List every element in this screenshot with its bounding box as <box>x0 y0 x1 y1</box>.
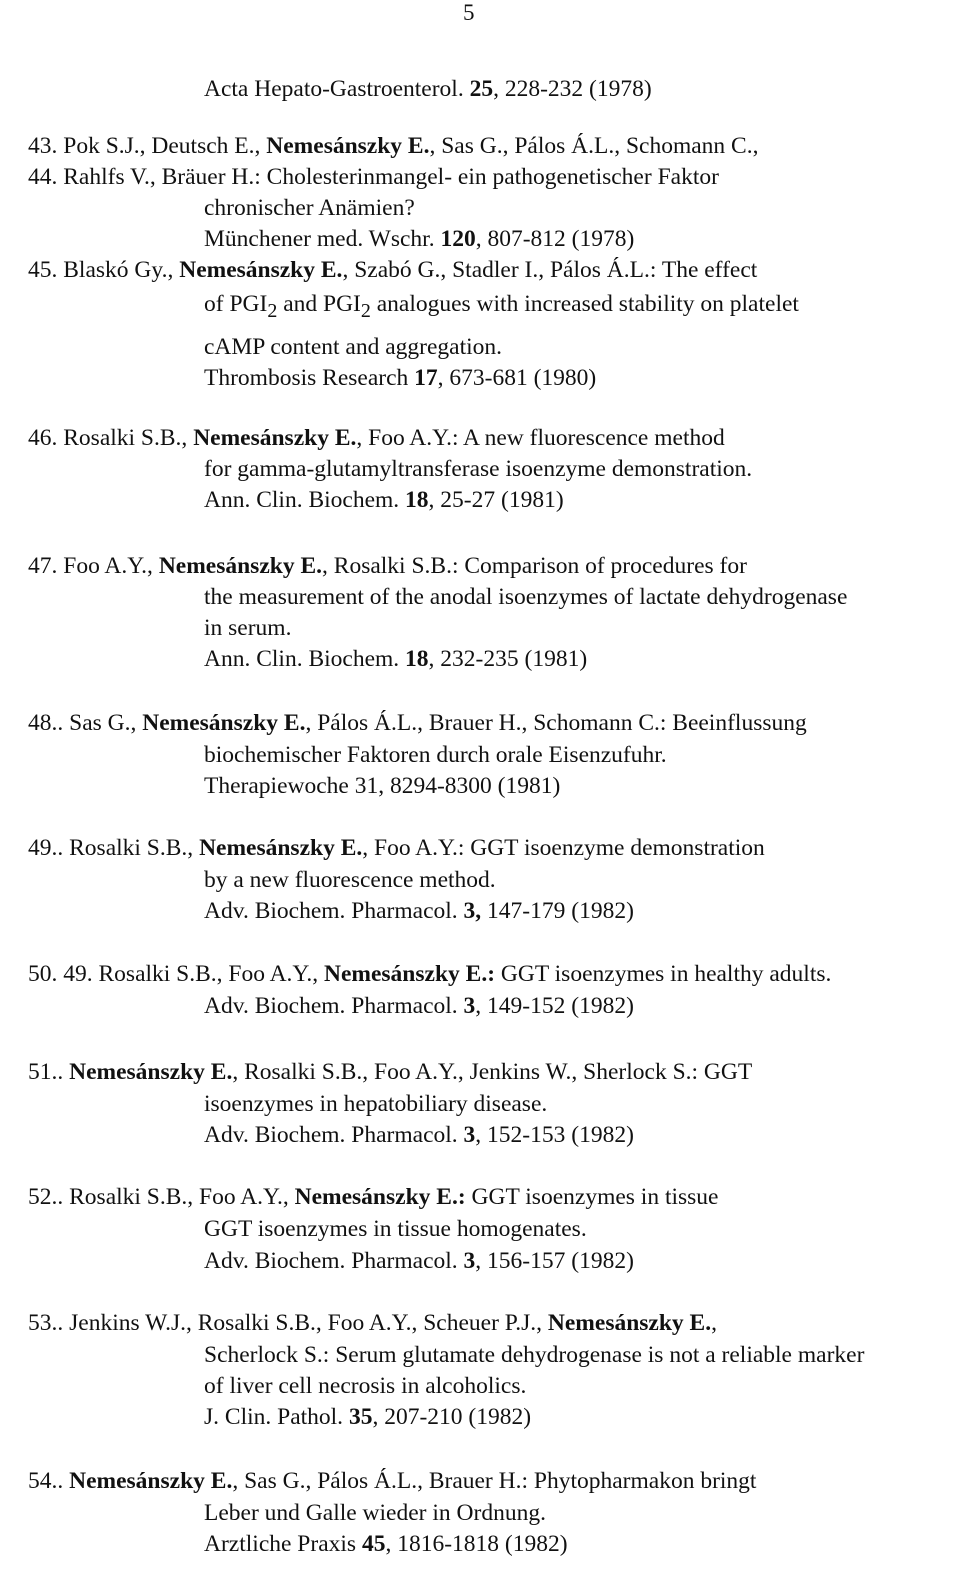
text-segment: , 207-210 (1982) <box>372 1404 532 1430</box>
text-segment: Münchener med. Wschr. <box>204 226 441 252</box>
bold-text: Nemesánszky E. <box>547 1310 712 1336</box>
text-segment: isoenzymes in hepatobiliary disease. <box>204 1091 548 1117</box>
bold-text: 18 <box>405 487 429 513</box>
page-number: 5 <box>463 0 475 25</box>
text-segment: Therapiewoche 31, 8294-8300 (1981) <box>204 773 561 799</box>
reference-line <box>28 1309 717 1337</box>
text-segment: J. Clin. Pathol. <box>204 1404 349 1430</box>
text-segment: , 228-232 (1978) <box>493 76 652 102</box>
text-segment: of PGI <box>204 291 268 317</box>
text-segment: , 807-812 (1978) <box>475 226 635 252</box>
reference-line <box>204 455 752 483</box>
text-segment: , Foo A.Y.: GGT isoenzyme demonstration <box>362 835 765 861</box>
bold-text: Nemesánszky E.: <box>324 961 496 987</box>
reference-line <box>28 163 719 191</box>
reference-line <box>204 866 496 894</box>
text-segment: 49.. Rosalki S.B., <box>28 835 200 861</box>
bold-text: Nemesánszky E. <box>69 1059 233 1085</box>
text-segment: 48.. Sas G., <box>28 710 143 736</box>
bold-text: 3, <box>463 898 482 924</box>
bold-text: 45 <box>361 1531 386 1557</box>
reference-line <box>204 333 502 361</box>
text-segment: Ann. Clin. Biochem. <box>204 487 406 513</box>
text-segment: of liver cell necrosis in alcoholics. <box>204 1373 527 1399</box>
reference-line <box>28 834 765 862</box>
text-segment: , 156-157 (1982) <box>475 1248 634 1274</box>
text-segment: , 1816-1818 (1982) <box>385 1531 568 1557</box>
text-segment: by a new fluorescence method. <box>204 867 496 893</box>
bold-text: 17 <box>414 365 438 391</box>
text-segment: , Sas G., Pálos Á.L., Schomann C., <box>429 133 759 159</box>
text-segment: 52.. Rosalki S.B., Foo A.Y., <box>28 1184 295 1210</box>
reference-line <box>204 225 634 253</box>
bold-text: Nemesánszky E.: <box>294 1184 466 1210</box>
text-segment: cAMP content and aggregation. <box>204 334 503 360</box>
text-segment: Adv. Biochem. Pharmacol. <box>204 898 464 924</box>
bold-text: 120 <box>440 226 476 252</box>
reference-line <box>204 772 560 800</box>
text-segment: GGT isoenzymes in tissue homogenates. <box>204 1216 587 1242</box>
text-segment: analogues with increased stability on platelet <box>370 291 799 317</box>
text-segment: biochemischer Faktoren durch orale Eisenzufuhr. <box>204 742 667 768</box>
reference-line <box>204 1403 531 1431</box>
reference-line <box>204 992 634 1020</box>
text-segment: 43. Pok S.J., Deutsch E., <box>28 133 267 159</box>
text-segment: 147-179 (1982) <box>481 898 634 924</box>
text-segment: , 232-235 (1981) <box>428 646 588 672</box>
reference-line <box>204 583 847 611</box>
text-segment: , Szabó G., Stadler I., Pálos Á.L.: The effect <box>342 257 758 283</box>
text-segment: , 25-27 (1981) <box>428 487 564 513</box>
text-segment: , Foo A.Y.: A new fluorescence method <box>356 425 725 451</box>
text-segment: for gamma-glutamyltransferase isoenzyme demonstration. <box>204 456 753 482</box>
text-segment: , 149-152 (1982) <box>475 993 634 1019</box>
subscript-text: 2 <box>360 299 371 322</box>
text-segment: Ann. Clin. Biochem. <box>204 646 406 672</box>
text-segment: GGT isoenzymes in healthy adults. <box>495 961 832 987</box>
reference-line <box>204 1090 547 1118</box>
reference-line <box>204 1341 864 1369</box>
bold-text: 18 <box>405 646 429 672</box>
reference-line <box>28 709 807 737</box>
reference-line <box>28 552 747 580</box>
reference-line <box>204 486 564 514</box>
text-segment: , Pálos Á.L., Brauer H., Schomann C.: Beeinflussung <box>305 710 807 736</box>
reference-line <box>28 1467 756 1495</box>
subscript-text: 2 <box>267 299 278 322</box>
reference-line <box>28 1183 718 1211</box>
reference-line <box>204 1372 526 1400</box>
bold-text: Nemesánszky E. <box>142 710 306 736</box>
reference-line <box>204 1121 634 1149</box>
text-segment: , 673-681 (1980) <box>437 365 597 391</box>
bold-text: 3 <box>463 1122 476 1148</box>
reference-line <box>204 897 634 925</box>
text-segment: 53.. Jenkins W.J., Rosalki S.B., Foo A.Y., Scheuer P.J., <box>28 1310 548 1336</box>
text-segment: 45. Blaskó Gy., <box>28 257 180 283</box>
text-segment: 47. Foo A.Y., <box>28 553 159 579</box>
text-segment: Adv. Biochem. Pharmacol. <box>204 1248 464 1274</box>
text-segment: Arztliche Praxis <box>204 1531 362 1557</box>
bold-text: Nemesánszky E. <box>69 1468 233 1494</box>
bold-text: Nemesánszky E. <box>179 257 343 283</box>
reference-line <box>204 1215 587 1243</box>
text-segment: the measurement of the anodal isoenzymes of lactate dehydrogenase <box>204 584 848 610</box>
bold-text: 3 <box>463 1248 476 1274</box>
text-segment: Scherlock S.: Serum glutamate dehydrogenase is not a reliable marker <box>204 1342 865 1368</box>
bold-text: Nemesánszky E. <box>266 133 430 159</box>
text-segment: , Rosalki S.B.: Comparison of procedures for <box>322 553 747 579</box>
reference-line <box>204 741 667 769</box>
bold-text: 35 <box>348 1404 373 1430</box>
reference-line <box>204 194 415 222</box>
text-segment: in serum. <box>204 615 292 641</box>
text-segment: Adv. Biochem. Pharmacol. <box>204 993 464 1019</box>
text-segment: Leber und Galle wieder in Ordnung. <box>204 1500 546 1526</box>
reference-line <box>28 1058 752 1086</box>
reference-line <box>204 290 799 322</box>
text-segment: 44. Rahlfs V., Bräuer H.: Cholesterinmangel- ein pathogenetischer Faktor <box>28 164 719 190</box>
text-segment: Adv. Biochem. Pharmacol. <box>204 1122 464 1148</box>
text-segment: and PGI <box>277 291 361 317</box>
reference-line <box>204 1247 634 1275</box>
text-segment: , Rosalki S.B., Foo A.Y., Jenkins W., Sherlock S.: GGT <box>232 1059 753 1085</box>
bold-text: Nemesánszky E. <box>199 835 363 861</box>
text-segment: GGT isoenzymes in tissue <box>465 1184 719 1210</box>
text-segment: chronischer Anämien? <box>204 195 415 221</box>
reference-line <box>204 1530 568 1558</box>
reference-line <box>204 1499 546 1527</box>
text-segment: 46. Rosalki S.B., <box>28 425 194 451</box>
reference-line <box>204 614 291 642</box>
text-segment: 50. 49. Rosalki S.B., Foo A.Y., <box>28 961 324 987</box>
bold-text: 25 <box>469 76 494 102</box>
bold-text: Nemesánszky E. <box>158 553 323 579</box>
reference-line <box>204 364 596 392</box>
reference-line <box>204 645 587 673</box>
text-segment: 51.. <box>28 1059 70 1085</box>
bold-text: Nemesánszky E. <box>193 425 357 451</box>
text-segment: Acta Hepato-Gastroenterol. <box>204 76 470 102</box>
reference-line <box>28 960 831 988</box>
text-segment: Thrombosis Research <box>204 365 415 391</box>
reference-line <box>28 132 758 160</box>
text-segment: 54.. <box>28 1468 70 1494</box>
text-segment: , 152-153 (1982) <box>475 1122 634 1148</box>
bold-text: 3 <box>463 993 476 1019</box>
reference-line <box>204 75 652 103</box>
text-segment: , Sas G., Pálos Á.L., Brauer H.: Phytopharmakon bringt <box>232 1468 757 1494</box>
text-segment: , <box>711 1310 717 1336</box>
reference-line <box>28 424 725 452</box>
reference-line <box>28 256 757 284</box>
